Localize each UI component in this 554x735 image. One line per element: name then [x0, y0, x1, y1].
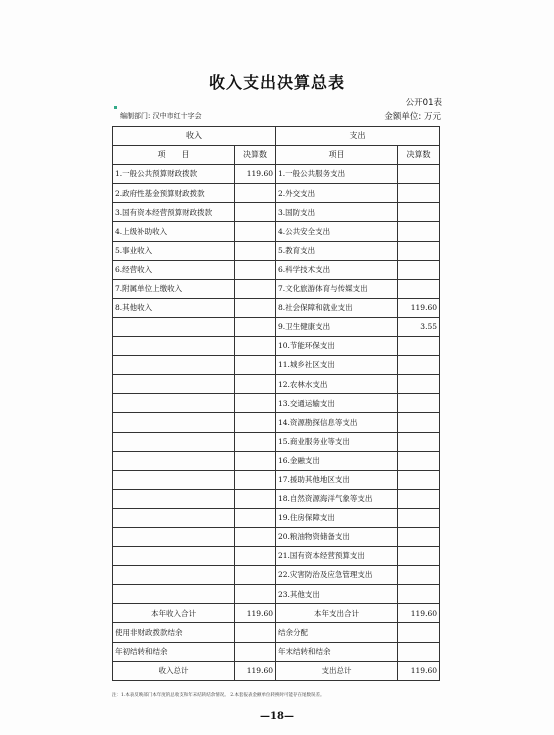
table-row [113, 489, 440, 508]
income-item [113, 375, 235, 394]
table-row [113, 547, 440, 566]
expense-amount [398, 508, 440, 527]
table-row [113, 279, 440, 298]
non-fiscal-value [235, 623, 276, 642]
expense-amount [398, 432, 440, 451]
income-item [113, 356, 235, 375]
expense-item: 18.自然资源海洋气象等支出 [276, 489, 398, 508]
income-item [113, 337, 235, 356]
begin-balance-value [235, 642, 276, 661]
income-amount [235, 394, 276, 413]
non-fiscal-row [113, 623, 440, 642]
income-item [113, 489, 235, 508]
footnote: 注：1.本表反映部门本年度的总收支和年末结转结余情况。 2.本套报表金额单位转换时可能存在尾数误差。 [112, 693, 325, 698]
income-item [113, 317, 235, 336]
table-row [113, 337, 440, 356]
income-item: 6.经营收入 [113, 260, 235, 279]
year-expense-value: 119.60 [398, 604, 440, 623]
table-row [113, 375, 440, 394]
table-row [113, 184, 440, 203]
income-amount [235, 432, 276, 451]
income-amount [235, 260, 276, 279]
income-amount [235, 279, 276, 298]
income-item: 2.政府性基金预算财政拨款 [113, 184, 235, 203]
table-row [113, 222, 440, 241]
income-item: 4.上级补助收入 [113, 222, 235, 241]
income-item: 8.其他收入 [113, 298, 235, 317]
income-total-label: 收入总计 [113, 661, 235, 680]
expense-amount [398, 527, 440, 546]
income-item [113, 566, 235, 585]
table-row [113, 298, 440, 317]
income-amount [235, 508, 276, 527]
balance-dist-label: 结余分配 [276, 623, 398, 642]
expense-total-value: 119.60 [398, 661, 440, 680]
expense-item: 11.城乡社区支出 [276, 356, 398, 375]
expense-amount [398, 585, 440, 604]
expense-amount: 119.60 [398, 298, 440, 317]
page-number: —18— [260, 711, 294, 722]
year-expense-label: 本年支出合计 [276, 604, 398, 623]
expense-item: 14.资源勘探信息等支出 [276, 413, 398, 432]
expense-amount-header: 决算数 [398, 146, 440, 165]
income-amount [235, 184, 276, 203]
expense-item: 20.粮油物资储备支出 [276, 527, 398, 546]
expense-total-label: 支出总计 [276, 661, 398, 680]
income-amount [235, 470, 276, 489]
grand-total-row [113, 661, 440, 680]
income-item [113, 470, 235, 489]
table-row [113, 451, 440, 470]
expense-item: 22.灾害防治及应急管理支出 [276, 566, 398, 585]
section-header-row [113, 127, 440, 146]
end-balance-label: 年末结转和结余 [276, 642, 398, 661]
year-total-row [113, 604, 440, 623]
income-amount [235, 203, 276, 222]
expense-item: 17.援助其他地区支出 [276, 470, 398, 489]
income-amount [235, 356, 276, 375]
expense-item: 21.国有资本经营预算支出 [276, 547, 398, 566]
income-amount-header: 决算数 [235, 146, 276, 165]
form-number: 公开01表 [405, 98, 442, 108]
table-row [113, 165, 440, 184]
income-amount [235, 547, 276, 566]
expense-section-header: 支出 [276, 127, 440, 146]
expense-amount [398, 241, 440, 260]
expense-amount [398, 566, 440, 585]
income-item [113, 547, 235, 566]
year-income-label: 本年收入合计 [113, 604, 235, 623]
income-amount [235, 585, 276, 604]
unit-label: 金额单位: 万元 [384, 112, 441, 122]
income-item [113, 508, 235, 527]
income-amount [235, 298, 276, 317]
expense-amount [398, 222, 440, 241]
expense-amount [398, 547, 440, 566]
table-row [113, 470, 440, 489]
expense-item: 10.节能环保支出 [276, 337, 398, 356]
table-row [113, 394, 440, 413]
income-amount [235, 413, 276, 432]
income-amount: 119.60 [235, 165, 276, 184]
table-row [113, 317, 440, 336]
expense-item: 3.国防支出 [276, 203, 398, 222]
income-section-header: 收入 [113, 127, 276, 146]
expense-item: 9.卫生健康支出 [276, 317, 398, 336]
expense-amount [398, 470, 440, 489]
year-income-value: 119.60 [235, 604, 276, 623]
expense-amount [398, 356, 440, 375]
income-item-header: 项 目 [113, 146, 235, 165]
income-amount [235, 375, 276, 394]
expense-amount [398, 337, 440, 356]
expense-item-header: 项目 [276, 146, 398, 165]
balance-row [113, 642, 440, 661]
income-item: 1.一般公共预算财政拨款 [113, 165, 235, 184]
table-row [113, 203, 440, 222]
non-fiscal-label: 使用非财政拨款结余 [113, 623, 235, 642]
income-item [113, 451, 235, 470]
expense-item: 23.其他支出 [276, 585, 398, 604]
expense-amount [398, 375, 440, 394]
table-row [113, 566, 440, 585]
income-item [113, 585, 235, 604]
income-amount [235, 451, 276, 470]
income-item: 3.国有资本经营预算财政拨款 [113, 203, 235, 222]
income-item [113, 527, 235, 546]
income-item: 5.事业收入 [113, 241, 235, 260]
expense-item: 7.文化旅游体育与传媒支出 [276, 279, 398, 298]
expense-item: 8.社会保障和就业支出 [276, 298, 398, 317]
column-header-row [113, 146, 440, 165]
expense-amount [398, 184, 440, 203]
income-amount [235, 317, 276, 336]
income-amount [235, 222, 276, 241]
begin-balance-label: 年初结转和结余 [113, 642, 235, 661]
table-row [113, 413, 440, 432]
end-balance-value [398, 642, 440, 661]
table-row [113, 260, 440, 279]
income-amount [235, 527, 276, 546]
expense-amount [398, 279, 440, 298]
expense-item: 12.农林水支出 [276, 375, 398, 394]
table-row [113, 241, 440, 260]
expense-amount [398, 489, 440, 508]
expense-item: 15.商业服务业等支出 [276, 432, 398, 451]
expense-item: 4.公共安全支出 [276, 222, 398, 241]
expense-item: 1.一般公共服务支出 [276, 165, 398, 184]
income-amount [235, 241, 276, 260]
summary-table [112, 126, 440, 681]
income-amount [235, 337, 276, 356]
balance-dist-value [398, 623, 440, 642]
page-title: 收入支出决算总表 [208, 73, 345, 92]
expense-amount [398, 165, 440, 184]
expense-amount [398, 203, 440, 222]
table-row [113, 508, 440, 527]
expense-item: 2.外交支出 [276, 184, 398, 203]
expense-amount [398, 260, 440, 279]
income-total-value: 119.60 [235, 661, 276, 680]
expense-amount [398, 451, 440, 470]
table-row [113, 585, 440, 604]
expense-amount [398, 413, 440, 432]
expense-amount [398, 394, 440, 413]
expense-amount: 3.55 [398, 317, 440, 336]
table-row [113, 527, 440, 546]
income-item [113, 413, 235, 432]
expense-item: 13.交通运输支出 [276, 394, 398, 413]
income-amount [235, 566, 276, 585]
expense-item: 19.住房保障支出 [276, 508, 398, 527]
decorative-mark [114, 106, 117, 109]
expense-item: 16.金融支出 [276, 451, 398, 470]
table-row [113, 432, 440, 451]
income-item [113, 394, 235, 413]
table-row [113, 356, 440, 375]
department-label: 编制部门: 汉中市红十字会 [120, 112, 202, 120]
income-item: 7.附属单位上缴收入 [113, 279, 235, 298]
expense-item: 5.教育支出 [276, 241, 398, 260]
income-item [113, 432, 235, 451]
income-amount [235, 489, 276, 508]
expense-item: 6.科学技术支出 [276, 260, 398, 279]
